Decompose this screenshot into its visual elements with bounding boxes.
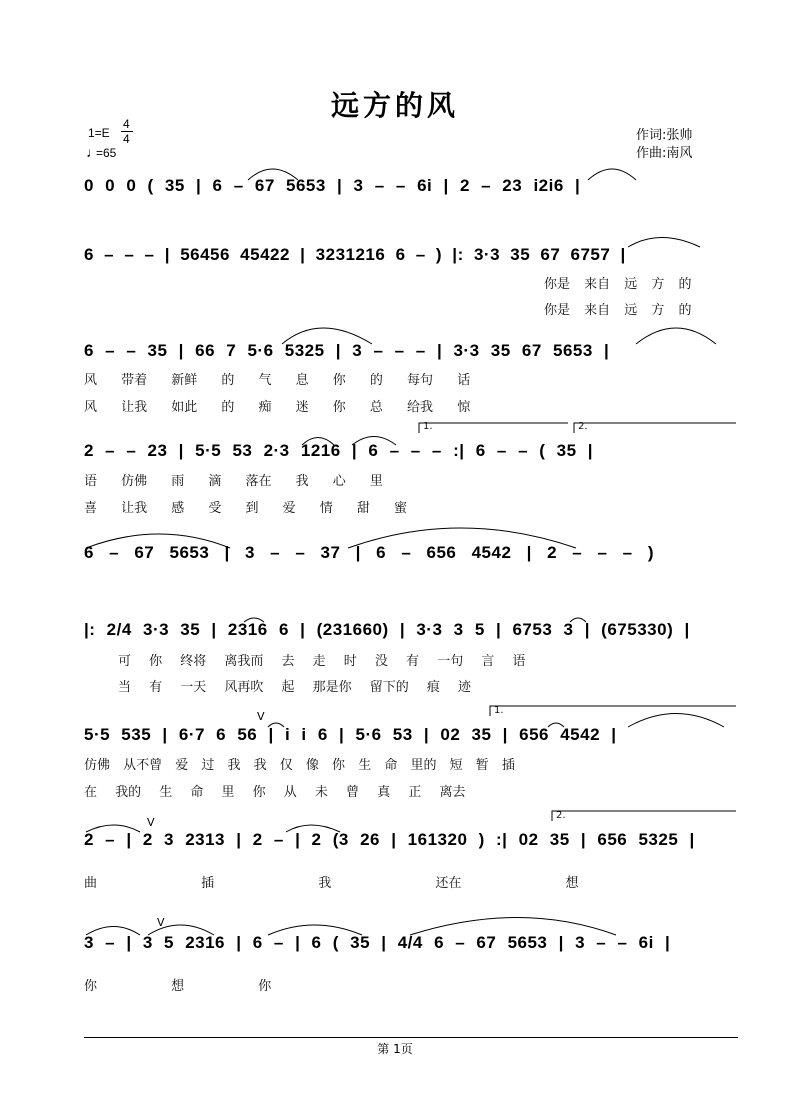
slur-arc xyxy=(282,328,372,344)
volta-bracket xyxy=(552,811,736,821)
quarter-note-icon: ♩ xyxy=(86,144,100,160)
time-signature-bottom: 4 xyxy=(123,132,130,146)
lyric-row-3-verse-2: 风 让我 如此 的 痴 迷 你 总 给我 惊 xyxy=(84,400,471,415)
slur-arc xyxy=(636,328,716,344)
slur-arc xyxy=(86,825,140,832)
slur-arc xyxy=(286,825,340,832)
lyric-row-2-verse-1: 你是 来自 远 方 的 xyxy=(544,277,692,292)
breath-mark: V xyxy=(147,816,155,829)
score-row-2: 6 – – – | 56456 45422 | 3231216 6 – ) |: 3·3 35 67 6757 | xyxy=(84,245,626,264)
lyric-row-8: 曲 插 我 还在 想 xyxy=(84,876,579,891)
volta-bracket xyxy=(574,423,736,433)
slur-arc xyxy=(628,238,700,248)
volta-1-label: 1. xyxy=(423,421,433,432)
slur-arc xyxy=(588,169,636,180)
volta-bracket xyxy=(419,423,568,433)
score-row-7: 5·5 535 | 6·7 6 56 | i i 6 | 5·6 53 | 02 35 | 656 4542 | xyxy=(84,725,617,744)
lyric-row-2-verse-2: 你是 来自 远 方 的 xyxy=(544,303,692,318)
score-row-3: 6 – – 35 | 66 7 5·6 5325 | 3 – – – | 3·3 35 67 5653 | xyxy=(84,341,610,360)
slur-arc xyxy=(86,534,230,548)
volta-2-label-row-8: 2. xyxy=(556,810,566,821)
volta-1-label-row-7: 1. xyxy=(494,705,504,716)
slur-arc xyxy=(268,925,362,935)
key-signature: 1=E xyxy=(88,126,110,140)
slur-arc xyxy=(86,927,140,936)
lyric-row-6-verse-2: 当 有 一天 风再吹 起 那是你 留下的 痕 迹 xyxy=(118,680,472,695)
lyric-row-7-verse-1: 仿佛 从不曾 爱 过 我 我 仅 像 你 生 命 里的 短 暂 插 xyxy=(84,758,515,773)
lyric-row-6-verse-1: 可 你 终将 离我而 去 走 时 没 有 一句 言 语 xyxy=(118,654,526,669)
score-row-8: 2 – | 2 3 2313 | 2 – | 2 (3 26 | 161320 ) :| 02 35 | 656 5325 | xyxy=(84,830,695,849)
footer-rule xyxy=(84,1037,738,1038)
lyric-row-9: 你 想 你 xyxy=(84,979,272,994)
lyric-row-4-verse-1: 语 仿佛 雨 滴 落在 我 心 里 xyxy=(84,474,383,489)
slur-arc xyxy=(410,918,616,936)
score-row-6: |: 2/4 3·3 35 | 2316 6 | (231660) | 3·3 3 5 | 6753 3 | (675330) | xyxy=(84,620,690,639)
lyric-row-4-verse-2: 喜 让我 感 受 到 爱 情 甜 蜜 xyxy=(84,501,408,516)
score-row-9: 3 – | 3 5 2316 | 6 – | 6 ( 35 | 4/4 6 – 67 5653 | 3 – – 6i | xyxy=(84,933,671,952)
composer-credit: 作曲:南风 xyxy=(636,146,693,161)
song-title: 远方的风 xyxy=(330,89,459,122)
slur-arc xyxy=(244,618,264,622)
slur-arc xyxy=(352,437,396,446)
slur-arc xyxy=(628,714,724,728)
score-row-5: 6 – 67 5653 | 3 – – 37 | 6 – 656 4542 | 2 – – – ) xyxy=(84,543,654,562)
breath-mark: V xyxy=(257,710,265,723)
slur-arc xyxy=(268,723,284,727)
breath-mark: V xyxy=(157,916,165,929)
volta-2-label: 2. xyxy=(578,421,588,432)
time-signature-top: 4 xyxy=(123,117,130,131)
slur-arc xyxy=(348,528,576,548)
slur-arc xyxy=(248,169,298,180)
lyric-row-3-verse-1: 风 带着 新鲜 的 气 息 你 的 每句 话 xyxy=(84,373,471,388)
score-row-1: 0 0 0 ( 35 | 6 – 67 5653 | 3 – – 6i | 2 – 23 i2i6 | xyxy=(84,176,581,195)
score-row-4: 2 – – 23 | 5·5 53 2·3 1216 | 6 – – – :| 6 – – ( 35 | xyxy=(84,441,594,460)
tempo-marking: =65 xyxy=(96,146,117,160)
slur-arc xyxy=(302,438,334,446)
page-number: 第 1页 xyxy=(377,1042,413,1056)
lyric-row-7-verse-2: 在 我的 生 命 里 你 从 未 曾 真 正 离去 xyxy=(84,785,466,800)
lyricist-credit: 作词:张帅 xyxy=(636,128,693,143)
slur-arc xyxy=(548,723,564,727)
slur-arc xyxy=(570,618,586,622)
volta-bracket xyxy=(490,706,736,716)
